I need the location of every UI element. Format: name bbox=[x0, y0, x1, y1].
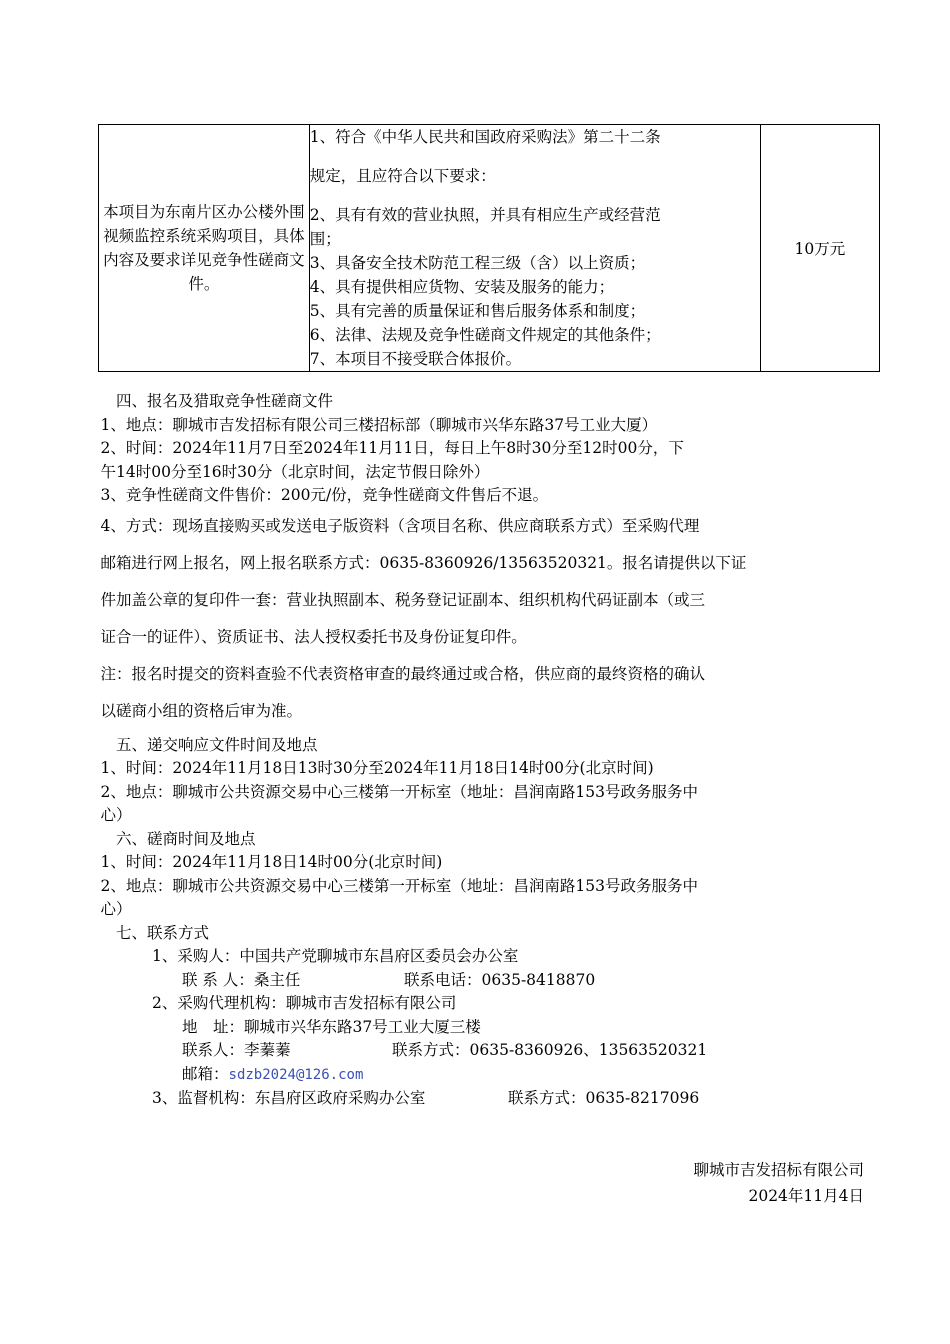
agency-contact: 联系人：李蓁蓁 bbox=[182, 1041, 291, 1059]
agency-phone: 联系方式：0635-8360926、13563520321 bbox=[392, 1041, 708, 1059]
paragraph-line: 心） bbox=[100, 806, 132, 824]
purchaser-phone: 联系电话：0635-8418870 bbox=[404, 970, 596, 989]
agency-line: 2、采购代理机构：聊城市吉发招标有限公司 bbox=[152, 994, 457, 1012]
section-heading: 四、报名及猎取竞争性磋商文件 bbox=[116, 392, 334, 410]
qualification-requirements-cell bbox=[309, 125, 760, 372]
paragraph-line: 证合一的证件）、资质证书、法人授权委托书及身份证复印件。 bbox=[100, 627, 527, 646]
section-heading: 七、联系方式 bbox=[116, 923, 210, 942]
table-row bbox=[99, 125, 880, 372]
paragraph-line: 2、地点：聊城市公共资源交易中心三楼第一开标室（地址：昌润南路153号政务服务中 bbox=[100, 876, 698, 895]
requirement-line: 1、符合《中华人民共和国政府采购法》第二十二条 bbox=[309, 128, 661, 146]
paragraph-line: 件加盖公章的复印件一套：营业执照副本、税务登记证副本、组织机构代码证副本（或三 bbox=[100, 590, 706, 609]
supervisor: 3、监督机构：东昌府区政府采购办公室 bbox=[152, 1089, 426, 1107]
agency-email-line bbox=[116, 1063, 876, 1088]
section-heading: 六、磋商时间及地点 bbox=[116, 829, 256, 848]
paragraph-line: 2、时间：2024年11月7日至2024年11月11日，每日上午8时30分至12时00分，下 bbox=[100, 439, 684, 457]
requirement-line: 6、法律、法规及竞争性磋商文件规定的其他条件； bbox=[309, 326, 661, 344]
purchaser-contact-line bbox=[116, 969, 876, 993]
paragraph-line: 1、地点：聊城市吉发招标有限公司三楼招标部（聊城市兴华东路37号工业大厦） bbox=[100, 415, 658, 434]
requirement-line: 4、具有提供相应货物、安装及服务的能力； bbox=[309, 278, 615, 296]
paragraph-line: 午14时00分至16时30分（北京时间，法定节假日除外） bbox=[100, 462, 490, 481]
section-heading: 五、递交响应文件时间及地点 bbox=[116, 735, 318, 754]
budget-amount-cell: 10万元 bbox=[760, 125, 879, 372]
announcement-body bbox=[100, 390, 876, 1111]
agency-address-line: 地 址：聊城市兴华东路37号工业大厦三楼 bbox=[182, 1017, 481, 1036]
signature-company: 聊城市吉发招标有限公司 bbox=[693, 1161, 864, 1179]
requirement-line: 7、本项目不接受联合体报价。 bbox=[309, 350, 522, 368]
project-description-cell: 本项目为东南片区办公楼外围视频监控系统采购项目，具体内容及要求详见竞争性磋商文件。 bbox=[99, 125, 310, 372]
note-line: 以磋商小组的资格后审为准。 bbox=[100, 701, 303, 720]
supervisor-line bbox=[116, 1087, 876, 1111]
signature-date: 2024年11月4日 bbox=[748, 1187, 864, 1205]
requirement-line: 围； bbox=[309, 230, 341, 248]
note-line: 注：报名时提交的资料查验不代表资格审查的最终通过或合格，供应商的最终资格的确认 bbox=[100, 664, 706, 683]
paragraph-line: 1、时间：2024年11月18日13时30分至2024年11月18日14时00分(北京时间) bbox=[100, 759, 654, 777]
paragraph-line: 心） bbox=[100, 900, 132, 918]
purchaser-contact: 联 系 人：桑主任 bbox=[182, 970, 301, 989]
purchaser-line: 1、采购人：中国共产党聊城市东昌府区委员会办公室 bbox=[152, 947, 519, 965]
paragraph-line: 1、时间：2024年11月18日14时00分(北京时间) bbox=[100, 853, 443, 871]
paragraph-line: 3、竞争性磋商文件售价：200元/份，竞争性磋商文件售后不退。 bbox=[100, 486, 549, 504]
requirement-line: 规定，且应符合以下要求： bbox=[309, 167, 496, 185]
paragraph-line: 4、方式：现场直接购买或发送电子版资料（含项目名称、供应商联系方式）至采购代理 bbox=[100, 516, 700, 535]
supervisor-phone: 联系方式：0635-8217096 bbox=[508, 1089, 700, 1107]
paragraph-line: 邮箱进行网上报名，网上报名联系方式：0635-8360926/13563520321。报名请提供以下证 bbox=[100, 553, 747, 572]
requirement-line: 2、具有有效的营业执照，并具有相应生产或经营范 bbox=[309, 206, 661, 224]
email-link[interactable]: sdzb2024@126.com bbox=[228, 1066, 364, 1083]
paragraph-line: 2、地点：聊城市公共资源交易中心三楼第一开标室（地址：昌润南路153号政务服务中 bbox=[100, 782, 698, 801]
email-label: 邮箱： bbox=[182, 1064, 229, 1083]
signature-block bbox=[693, 1157, 864, 1209]
agency-contact-line bbox=[116, 1039, 876, 1063]
requirement-line: 5、具有完善的质量保证和售后服务体系和制度； bbox=[309, 302, 646, 320]
requirements-table bbox=[98, 124, 880, 372]
requirement-line: 3、具备安全技术防范工程三级（含）以上资质； bbox=[309, 254, 646, 272]
